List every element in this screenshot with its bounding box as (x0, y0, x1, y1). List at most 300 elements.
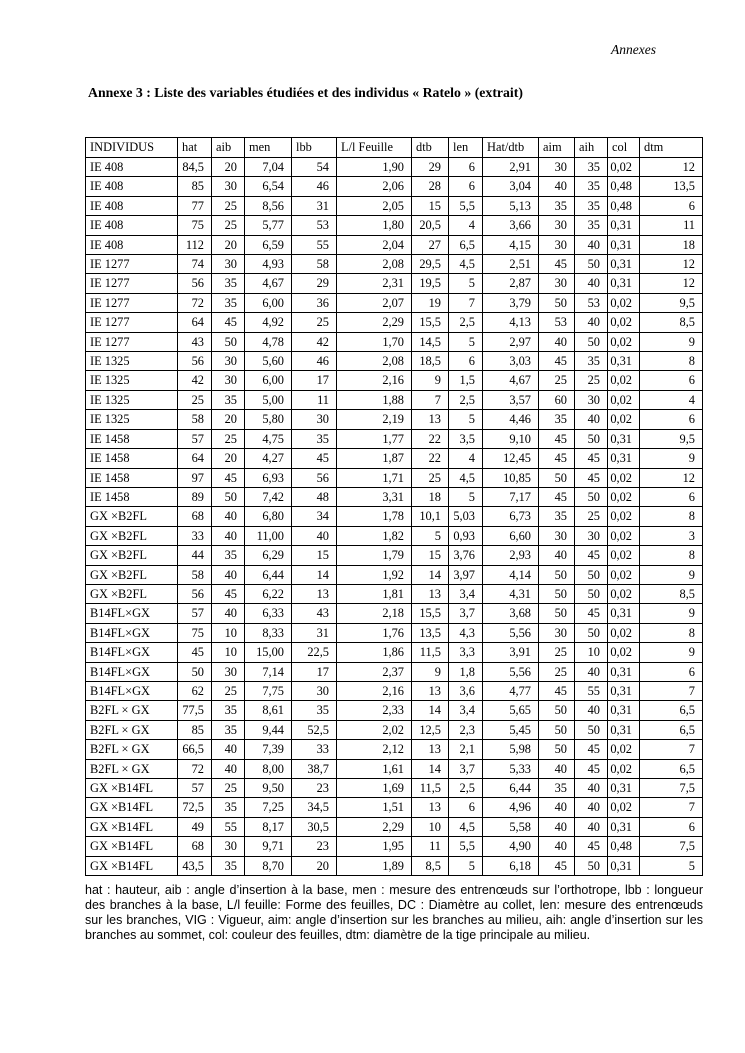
value-cell: 2,06 (337, 177, 412, 196)
page-title: Annexe 3 : Liste des variables étudiées et des individus « Ratelo » (extrait) (88, 85, 523, 100)
value-cell: 8,5 (412, 856, 449, 875)
value-cell: 72 (178, 293, 212, 312)
value-cell: 0,31 (608, 681, 640, 700)
value-cell: 27 (412, 235, 449, 254)
value-cell: 48 (292, 487, 337, 506)
value-cell: 68 (178, 507, 212, 526)
value-cell: 40 (575, 779, 608, 798)
value-cell: 3,7 (449, 604, 483, 623)
column-header: men (245, 138, 292, 158)
individu-cell: IE 1458 (86, 468, 178, 487)
column-header: col (608, 138, 640, 158)
value-cell: 4,15 (483, 235, 539, 254)
value-cell: 36 (292, 293, 337, 312)
table-row (86, 584, 703, 603)
value-cell: 77 (178, 196, 212, 215)
value-cell: 3,57 (483, 390, 539, 409)
value-cell: 25 (212, 681, 245, 700)
value-cell: 0,31 (608, 701, 640, 720)
value-cell: 50 (575, 487, 608, 506)
value-cell: 6 (449, 798, 483, 817)
value-cell: 0,31 (608, 216, 640, 235)
value-cell: 4,46 (483, 410, 539, 429)
value-cell: 2,33 (337, 701, 412, 720)
value-cell: 7,04 (245, 158, 292, 177)
value-cell: 35 (212, 798, 245, 817)
value-cell: 25 (212, 779, 245, 798)
value-cell: 13 (412, 798, 449, 817)
value-cell: 77,5 (178, 701, 212, 720)
table-row (86, 507, 703, 526)
value-cell: 45 (292, 449, 337, 468)
value-cell: 1,92 (337, 565, 412, 584)
value-cell: 22 (412, 449, 449, 468)
value-cell: 40 (539, 817, 575, 836)
value-cell: 35 (212, 293, 245, 312)
value-cell: 9 (640, 449, 703, 468)
value-cell: 3,4 (449, 701, 483, 720)
value-cell: 11,5 (412, 779, 449, 798)
value-cell: 6,5 (449, 235, 483, 254)
value-cell: 7 (640, 681, 703, 700)
value-cell: 9 (640, 565, 703, 584)
value-cell: 40 (212, 526, 245, 545)
value-cell: 33 (178, 526, 212, 545)
value-cell: 2,3 (449, 720, 483, 739)
value-cell: 8,00 (245, 759, 292, 778)
table-row (86, 196, 703, 215)
value-cell: 3,04 (483, 177, 539, 196)
value-cell: 20 (212, 410, 245, 429)
value-cell: 4,92 (245, 313, 292, 332)
value-cell: 5 (449, 410, 483, 429)
individu-cell: GX ×B2FL (86, 565, 178, 584)
table-row (86, 293, 703, 312)
value-cell: 30 (212, 837, 245, 856)
value-cell: 25 (539, 371, 575, 390)
value-cell: 7,5 (640, 779, 703, 798)
value-cell: 5 (449, 487, 483, 506)
value-cell: 15 (292, 546, 337, 565)
value-cell: 84,5 (178, 158, 212, 177)
value-cell: 4,78 (245, 332, 292, 351)
value-cell: 0,02 (608, 798, 640, 817)
value-cell: 0,02 (608, 623, 640, 642)
value-cell: 18,5 (412, 352, 449, 371)
value-cell: 2,5 (449, 779, 483, 798)
individu-cell: GX ×B14FL (86, 856, 178, 875)
value-cell: 35 (212, 390, 245, 409)
value-cell: 0,02 (608, 643, 640, 662)
value-cell: 0,31 (608, 352, 640, 371)
value-cell: 19,5 (412, 274, 449, 293)
table-row (86, 468, 703, 487)
individu-cell: B14FL×GX (86, 604, 178, 623)
value-cell: 4,67 (483, 371, 539, 390)
value-cell: 25 (412, 468, 449, 487)
value-cell: 34 (292, 507, 337, 526)
value-cell: 0,48 (608, 837, 640, 856)
table-row (86, 158, 703, 177)
value-cell: 9 (640, 332, 703, 351)
value-cell: 25 (539, 662, 575, 681)
value-cell: 2,1 (449, 740, 483, 759)
value-cell: 2,08 (337, 255, 412, 274)
value-cell: 56 (178, 584, 212, 603)
value-cell: 5,5 (449, 196, 483, 215)
value-cell: 0,31 (608, 255, 640, 274)
value-cell: 1,87 (337, 449, 412, 468)
value-cell: 2,5 (449, 313, 483, 332)
value-cell: 9 (640, 604, 703, 623)
individu-cell: IE 408 (86, 235, 178, 254)
individu-cell: GX ×B2FL (86, 507, 178, 526)
value-cell: 5,98 (483, 740, 539, 759)
value-cell: 74 (178, 255, 212, 274)
value-cell: 9,50 (245, 779, 292, 798)
value-cell: 31 (292, 623, 337, 642)
value-cell: 15,5 (412, 313, 449, 332)
value-cell: 9,44 (245, 720, 292, 739)
value-cell: 7,25 (245, 798, 292, 817)
value-cell: 0,02 (608, 332, 640, 351)
value-cell: 45 (575, 604, 608, 623)
value-cell: 4 (640, 390, 703, 409)
value-cell: 25 (178, 390, 212, 409)
value-cell: 55 (212, 817, 245, 836)
value-cell: 30 (539, 623, 575, 642)
value-cell: 1,82 (337, 526, 412, 545)
value-cell: 10 (575, 643, 608, 662)
table-row (86, 390, 703, 409)
value-cell: 45 (575, 468, 608, 487)
value-cell: 3,66 (483, 216, 539, 235)
value-cell: 7,14 (245, 662, 292, 681)
column-header: aib (212, 138, 245, 158)
value-cell: 8,5 (640, 313, 703, 332)
value-cell: 6 (640, 487, 703, 506)
value-cell: 14,5 (412, 332, 449, 351)
value-cell: 33 (292, 740, 337, 759)
value-cell: 2,08 (337, 352, 412, 371)
value-cell: 11,00 (245, 526, 292, 545)
value-cell: 50 (212, 487, 245, 506)
value-cell: 34,5 (292, 798, 337, 817)
value-cell: 50 (575, 429, 608, 448)
value-cell: 13,5 (640, 177, 703, 196)
value-cell: 31 (292, 196, 337, 215)
table-row (86, 216, 703, 235)
value-cell: 0,31 (608, 856, 640, 875)
value-cell: 42 (178, 371, 212, 390)
value-cell: 2,04 (337, 235, 412, 254)
value-cell: 5 (449, 856, 483, 875)
value-cell: 35 (212, 856, 245, 875)
value-cell: 35 (575, 196, 608, 215)
value-cell: 35 (575, 352, 608, 371)
value-cell: 0,02 (608, 546, 640, 565)
value-cell: 50 (575, 856, 608, 875)
value-cell: 15,00 (245, 643, 292, 662)
value-cell: 53 (292, 216, 337, 235)
table-row (86, 332, 703, 351)
value-cell: 6,5 (640, 720, 703, 739)
value-cell: 7,75 (245, 681, 292, 700)
value-cell: 6 (449, 158, 483, 177)
value-cell: 2,16 (337, 681, 412, 700)
value-cell: 11 (292, 390, 337, 409)
table-body (86, 158, 703, 876)
value-cell: 5,13 (483, 196, 539, 215)
value-cell: 30 (575, 390, 608, 409)
value-cell: 29 (292, 274, 337, 293)
value-cell: 11 (412, 837, 449, 856)
value-cell: 5,58 (483, 817, 539, 836)
individu-cell: GX ×B14FL (86, 837, 178, 856)
individu-cell: GX ×B2FL (86, 584, 178, 603)
value-cell: 0,02 (608, 507, 640, 526)
value-cell: 4,67 (245, 274, 292, 293)
value-cell: 35 (539, 410, 575, 429)
value-cell: 5,5 (449, 837, 483, 856)
value-cell: 40 (539, 546, 575, 565)
individu-cell: IE 1325 (86, 390, 178, 409)
value-cell: 17 (292, 662, 337, 681)
value-cell: 0,48 (608, 177, 640, 196)
value-cell: 50 (575, 623, 608, 642)
value-cell: 10 (412, 817, 449, 836)
value-cell: 0,02 (608, 487, 640, 506)
value-cell: 12 (640, 468, 703, 487)
value-cell: 0,02 (608, 313, 640, 332)
value-cell: 30 (539, 216, 575, 235)
value-cell: 6,93 (245, 468, 292, 487)
value-cell: 1,88 (337, 390, 412, 409)
individu-cell: IE 1277 (86, 255, 178, 274)
value-cell: 5 (640, 856, 703, 875)
table-row (86, 177, 703, 196)
value-cell: 6,5 (640, 759, 703, 778)
value-cell: 45 (212, 313, 245, 332)
value-cell: 1,5 (449, 371, 483, 390)
value-cell: 0,02 (608, 468, 640, 487)
value-cell: 10 (212, 623, 245, 642)
value-cell: 0,31 (608, 662, 640, 681)
value-cell: 38,7 (292, 759, 337, 778)
value-cell: 10 (212, 643, 245, 662)
value-cell: 4,93 (245, 255, 292, 274)
value-cell: 10,1 (412, 507, 449, 526)
individu-cell: IE 1325 (86, 410, 178, 429)
value-cell: 2,16 (337, 371, 412, 390)
value-cell: 3,91 (483, 643, 539, 662)
value-cell: 6,59 (245, 235, 292, 254)
value-cell: 0,02 (608, 293, 640, 312)
value-cell: 30 (292, 410, 337, 429)
value-cell: 1,70 (337, 332, 412, 351)
value-cell: 45 (575, 837, 608, 856)
value-cell: 2,87 (483, 274, 539, 293)
value-cell: 56 (178, 352, 212, 371)
table-row (86, 371, 703, 390)
value-cell: 6,73 (483, 507, 539, 526)
value-cell: 29 (412, 158, 449, 177)
individu-cell: B2FL × GX (86, 759, 178, 778)
header-row (86, 138, 703, 158)
value-cell: 0,31 (608, 779, 640, 798)
value-cell: 2,51 (483, 255, 539, 274)
value-cell: 1,90 (337, 158, 412, 177)
value-cell: 45 (575, 759, 608, 778)
value-cell: 25 (212, 429, 245, 448)
value-cell: 4,90 (483, 837, 539, 856)
individu-cell: B14FL×GX (86, 643, 178, 662)
value-cell: 30 (575, 526, 608, 545)
value-cell: 25 (212, 216, 245, 235)
value-cell: 8 (640, 546, 703, 565)
table-row (86, 837, 703, 856)
value-cell: 20 (292, 856, 337, 875)
individu-cell: B14FL×GX (86, 681, 178, 700)
value-cell: 53 (539, 313, 575, 332)
value-cell: 4,27 (245, 449, 292, 468)
value-cell: 50 (575, 720, 608, 739)
table-row (86, 856, 703, 875)
value-cell: 2,93 (483, 546, 539, 565)
value-cell: 1,51 (337, 798, 412, 817)
value-cell: 4 (449, 449, 483, 468)
value-cell: 13 (412, 410, 449, 429)
value-cell: 7,17 (483, 487, 539, 506)
value-cell: 4 (449, 216, 483, 235)
value-cell: 6 (449, 177, 483, 196)
value-cell: 50 (575, 584, 608, 603)
value-cell: 4,3 (449, 623, 483, 642)
value-cell: 6,44 (483, 779, 539, 798)
value-cell: 5,60 (245, 352, 292, 371)
value-cell: 35 (575, 177, 608, 196)
value-cell: 50 (539, 720, 575, 739)
value-cell: 40 (539, 759, 575, 778)
value-cell: 0,31 (608, 817, 640, 836)
value-cell: 12,5 (412, 720, 449, 739)
value-cell: 6,5 (640, 701, 703, 720)
value-cell: 30 (539, 158, 575, 177)
value-cell: 2,91 (483, 158, 539, 177)
value-cell: 15 (412, 546, 449, 565)
table-row (86, 798, 703, 817)
value-cell: 20,5 (412, 216, 449, 235)
value-cell: 13 (292, 584, 337, 603)
value-cell: 3,5 (449, 429, 483, 448)
individu-cell: GX ×B14FL (86, 817, 178, 836)
individu-cell: IE 1277 (86, 274, 178, 293)
value-cell: 50 (178, 662, 212, 681)
value-cell: 4,5 (449, 255, 483, 274)
value-cell: 50 (212, 332, 245, 351)
value-cell: 35 (212, 701, 245, 720)
value-cell: 30 (212, 371, 245, 390)
value-cell: 57 (178, 604, 212, 623)
value-cell: 6,00 (245, 293, 292, 312)
individu-cell: IE 408 (86, 196, 178, 215)
value-cell: 18 (412, 487, 449, 506)
individu-cell: IE 408 (86, 216, 178, 235)
value-cell: 50 (575, 565, 608, 584)
value-cell: 7 (412, 390, 449, 409)
value-cell: 2,07 (337, 293, 412, 312)
value-cell: 1,77 (337, 429, 412, 448)
value-cell: 50 (539, 701, 575, 720)
value-cell: 56 (178, 274, 212, 293)
value-cell: 0,31 (608, 429, 640, 448)
value-cell: 40 (575, 817, 608, 836)
value-cell: 2,02 (337, 720, 412, 739)
value-cell: 85 (178, 177, 212, 196)
value-cell: 20 (212, 449, 245, 468)
value-cell: 5,00 (245, 390, 292, 409)
value-cell: 20 (212, 158, 245, 177)
individu-cell: GX ×B2FL (86, 546, 178, 565)
column-header: Hat/dtb (483, 138, 539, 158)
value-cell: 40 (575, 701, 608, 720)
value-cell: 30 (212, 255, 245, 274)
value-cell: 6 (640, 371, 703, 390)
value-cell: 6 (640, 196, 703, 215)
column-header: L/l Feuille (337, 138, 412, 158)
value-cell: 50 (539, 740, 575, 759)
value-cell: 0,02 (608, 526, 640, 545)
value-cell: 8,61 (245, 701, 292, 720)
value-cell: 6 (640, 410, 703, 429)
value-cell: 2,29 (337, 313, 412, 332)
value-cell: 25 (539, 643, 575, 662)
value-cell: 1,61 (337, 759, 412, 778)
value-cell: 45 (575, 740, 608, 759)
value-cell: 50 (539, 565, 575, 584)
value-cell: 1,80 (337, 216, 412, 235)
value-cell: 6 (640, 817, 703, 836)
value-cell: 50 (539, 293, 575, 312)
value-cell: 28 (412, 177, 449, 196)
individu-cell: IE 1325 (86, 352, 178, 371)
value-cell: 89 (178, 487, 212, 506)
value-cell: 0,31 (608, 274, 640, 293)
value-cell: 1,89 (337, 856, 412, 875)
value-cell: 18 (640, 235, 703, 254)
individu-cell: B2FL × GX (86, 740, 178, 759)
column-header: dtb (412, 138, 449, 158)
value-cell: 9 (412, 662, 449, 681)
running-header: Annexes (611, 42, 656, 57)
value-cell: 2,37 (337, 662, 412, 681)
value-cell: 8,5 (640, 584, 703, 603)
footnote: hat : hauteur, aib : angle d’insertion à la base, men : mesure des entrenœuds sur l’orthotrope, lbb : longueur des branches à la base, L/l feuille: Forme des feuilles, DC : Diamètre au collet, len: mesure des entrenœuds sur les branches, VIG : Vigueur, aim: angle d’insertion sur les branches au milieu, aih: angle d’insertion sur les branches au sommet, col: couleur des feuilles, dtm: diamètre de la tige principale au milieu. (85, 883, 703, 942)
individu-cell: IE 1325 (86, 371, 178, 390)
value-cell: 57 (178, 429, 212, 448)
value-cell: 66,5 (178, 740, 212, 759)
value-cell: 45 (575, 449, 608, 468)
individu-cell: IE 1277 (86, 332, 178, 351)
column-header: aim (539, 138, 575, 158)
value-cell: 2,29 (337, 817, 412, 836)
value-cell: 35 (212, 274, 245, 293)
value-cell: 40 (539, 177, 575, 196)
value-cell: 15 (412, 196, 449, 215)
value-cell: 68 (178, 837, 212, 856)
value-cell: 13 (412, 740, 449, 759)
value-cell: 30 (539, 274, 575, 293)
